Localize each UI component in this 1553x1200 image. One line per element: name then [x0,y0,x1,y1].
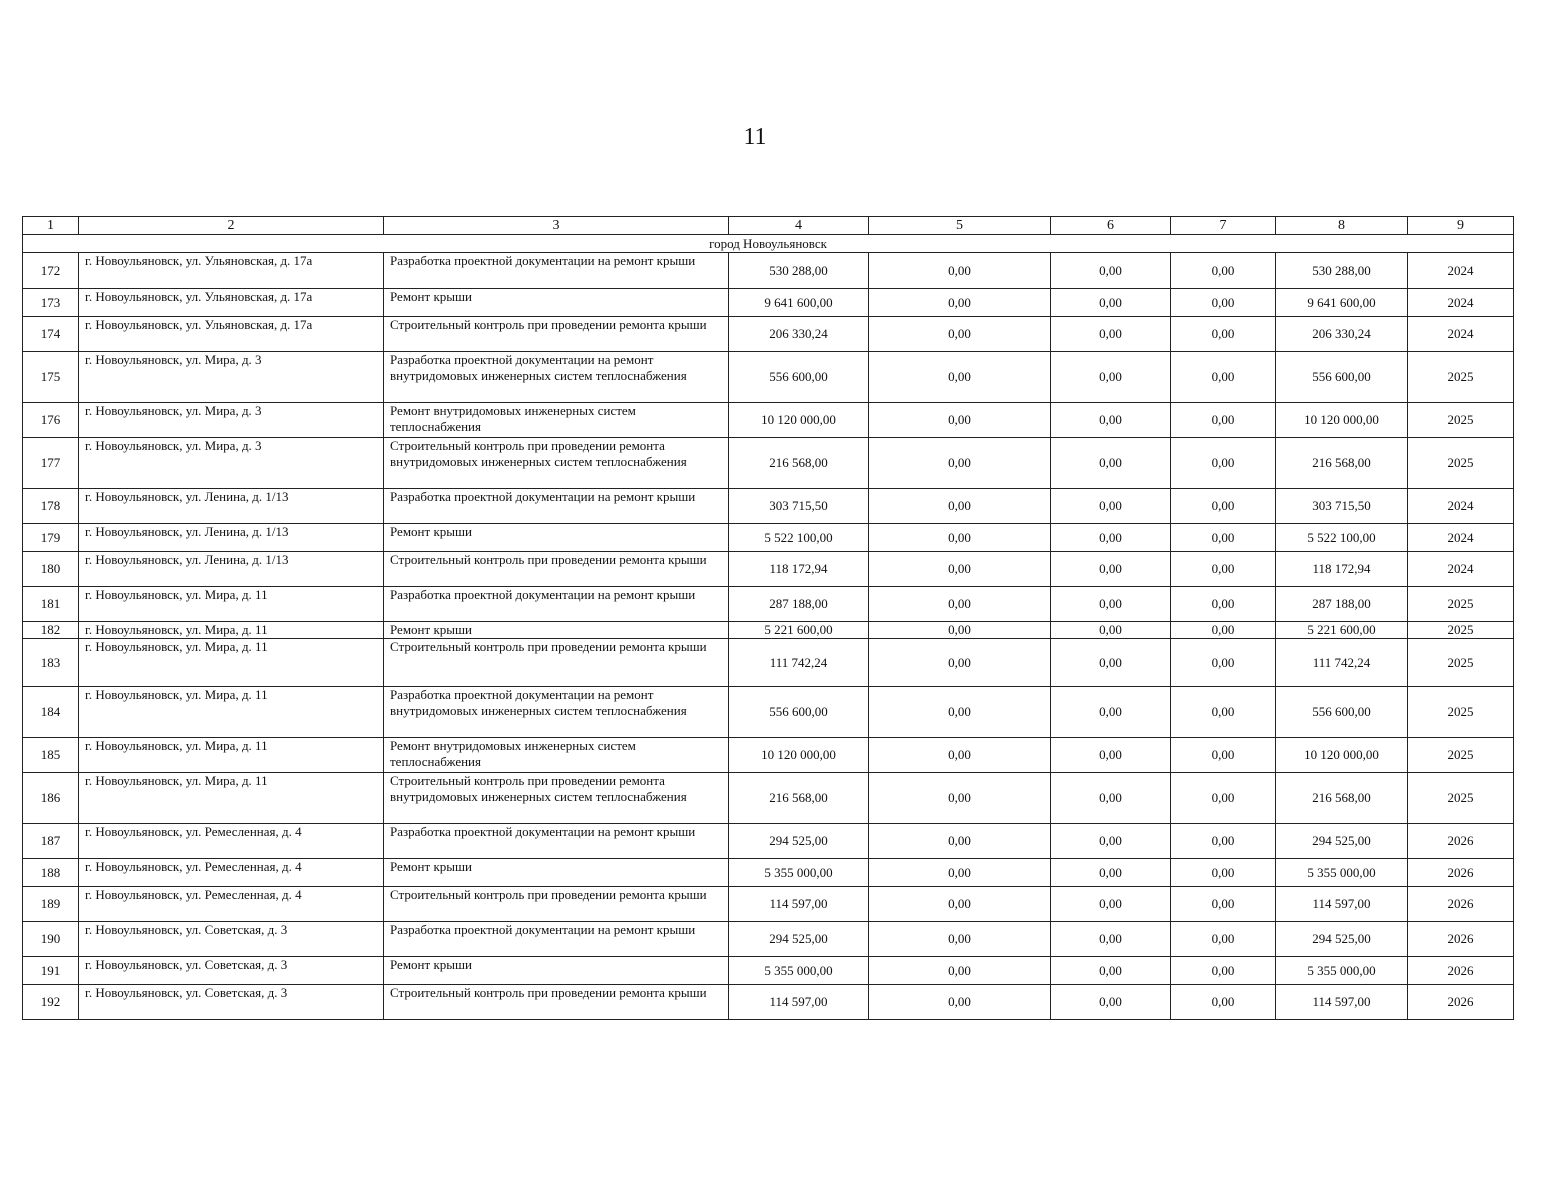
work-type-cell: Строительный контроль при проведении ремонта крыши [384,552,729,587]
row-number: 174 [23,317,79,352]
work-type-cell: Ремонт крыши [384,622,729,639]
table-row [23,622,1514,639]
cost-col4-cell: 114 597,00 [729,985,869,1020]
table-row [23,403,1514,438]
column-header: 4 [729,217,869,235]
address-cell: г. Новоульяновск, ул. Мира, д. 11 [79,773,384,824]
row-number: 184 [23,687,79,738]
cost-col7-cell: 0,00 [1171,957,1276,985]
cost-col7-cell: 0,00 [1171,887,1276,922]
cost-col6-cell: 0,00 [1051,639,1171,687]
cost-col5-cell: 0,00 [869,622,1051,639]
table-row [23,859,1514,887]
row-number: 180 [23,552,79,587]
address-cell: г. Новоульяновск, ул. Мира, д. 3 [79,438,384,489]
year-cell: 2024 [1408,489,1514,524]
work-type-cell: Строительный контроль при проведении ремонта внутридомовых инженерных систем теплоснабжения [384,773,729,824]
cost-col6-cell: 0,00 [1051,587,1171,622]
table-row [23,687,1514,738]
cost-col5-cell: 0,00 [869,957,1051,985]
column-header: 1 [23,217,79,235]
cost-col4-cell: 206 330,24 [729,317,869,352]
column-header: 5 [869,217,1051,235]
cost-col4-cell: 118 172,94 [729,552,869,587]
cost-col8-cell: 5 221 600,00 [1276,622,1408,639]
cost-col8-cell: 303 715,50 [1276,489,1408,524]
row-number: 186 [23,773,79,824]
cost-col5-cell: 0,00 [869,738,1051,773]
cost-col4-cell: 556 600,00 [729,352,869,403]
cost-col4-cell: 287 188,00 [729,587,869,622]
cost-col8-cell: 9 641 600,00 [1276,289,1408,317]
address-cell: г. Новоульяновск, ул. Мира, д. 11 [79,622,384,639]
work-type-cell: Строительный контроль при проведении ремонта крыши [384,887,729,922]
cost-col8-cell: 118 172,94 [1276,552,1408,587]
cost-col6-cell: 0,00 [1051,489,1171,524]
cost-col6-cell: 0,00 [1051,524,1171,552]
address-cell: г. Новоульяновск, ул. Ремесленная, д. 4 [79,824,384,859]
cost-col7-cell: 0,00 [1171,403,1276,438]
cost-col7-cell: 0,00 [1171,922,1276,957]
cost-col5-cell: 0,00 [869,922,1051,957]
cost-col8-cell: 556 600,00 [1276,687,1408,738]
cost-col5-cell: 0,00 [869,352,1051,403]
group-title: город Новоульяновск [23,235,1514,253]
cost-col6-cell: 0,00 [1051,773,1171,824]
address-cell: г. Новоульяновск, ул. Ремесленная, д. 4 [79,887,384,922]
table-row [23,922,1514,957]
year-cell: 2025 [1408,622,1514,639]
cost-col5-cell: 0,00 [869,403,1051,438]
cost-col5-cell: 0,00 [869,253,1051,289]
address-cell: г. Новоульяновск, ул. Ленина, д. 1/13 [79,489,384,524]
cost-col5-cell: 0,00 [869,639,1051,687]
table-row [23,957,1514,985]
cost-col7-cell: 0,00 [1171,317,1276,352]
cost-col6-cell: 0,00 [1051,687,1171,738]
row-number: 176 [23,403,79,438]
year-cell: 2025 [1408,438,1514,489]
cost-col4-cell: 303 715,50 [729,489,869,524]
year-cell: 2024 [1408,524,1514,552]
table-row [23,639,1514,687]
cost-col5-cell: 0,00 [869,824,1051,859]
cost-col5-cell: 0,00 [869,317,1051,352]
column-header: 7 [1171,217,1276,235]
row-number: 190 [23,922,79,957]
cost-col8-cell: 114 597,00 [1276,985,1408,1020]
year-cell: 2024 [1408,552,1514,587]
cost-col5-cell: 0,00 [869,552,1051,587]
cost-col4-cell: 294 525,00 [729,922,869,957]
cost-col8-cell: 294 525,00 [1276,824,1408,859]
cost-col8-cell: 5 355 000,00 [1276,859,1408,887]
cost-col5-cell: 0,00 [869,438,1051,489]
row-number: 182 [23,622,79,639]
year-cell: 2025 [1408,403,1514,438]
work-type-cell: Разработка проектной документации на ремонт внутридомовых инженерных систем теплоснабжения [384,687,729,738]
column-header: 6 [1051,217,1171,235]
page-number: 11 [743,124,767,150]
cost-col8-cell: 294 525,00 [1276,922,1408,957]
cost-col8-cell: 287 188,00 [1276,587,1408,622]
year-cell: 2025 [1408,687,1514,738]
year-cell: 2025 [1408,587,1514,622]
address-cell: г. Новоульяновск, ул. Советская, д. 3 [79,922,384,957]
cost-col4-cell: 5 355 000,00 [729,957,869,985]
cost-col6-cell: 0,00 [1051,985,1171,1020]
work-type-cell: Разработка проектной документации на ремонт крыши [384,922,729,957]
table-row [23,738,1514,773]
cost-col5-cell: 0,00 [869,687,1051,738]
cost-col6-cell: 0,00 [1051,289,1171,317]
cost-col4-cell: 5 522 100,00 [729,524,869,552]
row-number: 172 [23,253,79,289]
table-row [23,438,1514,489]
work-type-cell: Ремонт крыши [384,289,729,317]
year-cell: 2026 [1408,824,1514,859]
address-cell: г. Новоульяновск, ул. Ленина, д. 1/13 [79,552,384,587]
cost-col7-cell: 0,00 [1171,738,1276,773]
work-type-cell: Строительный контроль при проведении ремонта крыши [384,317,729,352]
address-cell: г. Новоульяновск, ул. Мира, д. 11 [79,639,384,687]
address-cell: г. Новоульяновск, ул. Мира, д. 11 [79,687,384,738]
cost-col8-cell: 5 355 000,00 [1276,957,1408,985]
work-type-cell: Ремонт крыши [384,524,729,552]
cost-col7-cell: 0,00 [1171,552,1276,587]
address-cell: г. Новоульяновск, ул. Советская, д. 3 [79,985,384,1020]
cost-col7-cell: 0,00 [1171,253,1276,289]
cost-col7-cell: 0,00 [1171,859,1276,887]
cost-col7-cell: 0,00 [1171,687,1276,738]
cost-col6-cell: 0,00 [1051,922,1171,957]
work-type-cell: Разработка проектной документации на ремонт крыши [384,824,729,859]
address-cell: г. Новоульяновск, ул. Ленина, д. 1/13 [79,524,384,552]
table-row [23,824,1514,859]
cost-col8-cell: 556 600,00 [1276,352,1408,403]
cost-col6-cell: 0,00 [1051,887,1171,922]
row-number: 178 [23,489,79,524]
cost-col6-cell: 0,00 [1051,824,1171,859]
table-row [23,985,1514,1020]
row-number: 187 [23,824,79,859]
row-number: 191 [23,957,79,985]
cost-col7-cell: 0,00 [1171,587,1276,622]
row-number: 188 [23,859,79,887]
row-number: 173 [23,289,79,317]
cost-col4-cell: 9 641 600,00 [729,289,869,317]
cost-col6-cell: 0,00 [1051,403,1171,438]
cost-col8-cell: 5 522 100,00 [1276,524,1408,552]
year-cell: 2026 [1408,985,1514,1020]
cost-col5-cell: 0,00 [869,859,1051,887]
address-cell: г. Новоульяновск, ул. Советская, д. 3 [79,957,384,985]
cost-col5-cell: 0,00 [869,489,1051,524]
row-number: 183 [23,639,79,687]
year-cell: 2024 [1408,289,1514,317]
column-number-row [23,217,1514,235]
cost-col6-cell: 0,00 [1051,957,1171,985]
cost-col6-cell: 0,00 [1051,253,1171,289]
cost-col8-cell: 216 568,00 [1276,438,1408,489]
address-cell: г. Новоульяновск, ул. Ремесленная, д. 4 [79,859,384,887]
cost-col4-cell: 10 120 000,00 [729,403,869,438]
table-row [23,587,1514,622]
cost-col6-cell: 0,00 [1051,859,1171,887]
work-type-cell: Ремонт крыши [384,957,729,985]
work-type-cell: Разработка проектной документации на ремонт внутридомовых инженерных систем теплоснабжения [384,352,729,403]
column-header: 2 [79,217,384,235]
cost-col7-cell: 0,00 [1171,639,1276,687]
year-cell: 2025 [1408,639,1514,687]
cost-col5-cell: 0,00 [869,587,1051,622]
cost-col5-cell: 0,00 [869,524,1051,552]
work-type-cell: Строительный контроль при проведении ремонта крыши [384,985,729,1020]
cost-col6-cell: 0,00 [1051,352,1171,403]
row-number: 192 [23,985,79,1020]
table-row [23,887,1514,922]
column-header: 9 [1408,217,1514,235]
cost-col4-cell: 111 742,24 [729,639,869,687]
work-type-cell: Ремонт внутридомовых инженерных систем теплоснабжения [384,403,729,438]
cost-col6-cell: 0,00 [1051,738,1171,773]
row-number: 181 [23,587,79,622]
address-cell: г. Новоульяновск, ул. Мира, д. 3 [79,403,384,438]
work-type-cell: Разработка проектной документации на ремонт крыши [384,253,729,289]
work-type-cell: Ремонт внутридомовых инженерных систем теплоснабжения [384,738,729,773]
row-number: 179 [23,524,79,552]
address-cell: г. Новоульяновск, ул. Ульяновская, д. 17а [79,317,384,352]
cost-col7-cell: 0,00 [1171,824,1276,859]
cost-col7-cell: 0,00 [1171,773,1276,824]
works-table [22,216,1514,1020]
table-row [23,524,1514,552]
work-type-cell: Строительный контроль при проведении ремонта внутридомовых инженерных систем теплоснабжения [384,438,729,489]
cost-col4-cell: 5 221 600,00 [729,622,869,639]
column-header: 3 [384,217,729,235]
address-cell: г. Новоульяновск, ул. Ульяновская, д. 17а [79,289,384,317]
year-cell: 2024 [1408,317,1514,352]
address-cell: г. Новоульяновск, ул. Мира, д. 3 [79,352,384,403]
cost-col6-cell: 0,00 [1051,552,1171,587]
row-number: 189 [23,887,79,922]
table-row [23,489,1514,524]
address-cell: г. Новоульяновск, ул. Ульяновская, д. 17а [79,253,384,289]
cost-col7-cell: 0,00 [1171,985,1276,1020]
cost-col4-cell: 10 120 000,00 [729,738,869,773]
row-number: 175 [23,352,79,403]
cost-col4-cell: 294 525,00 [729,824,869,859]
work-type-cell: Разработка проектной документации на ремонт крыши [384,587,729,622]
cost-col4-cell: 530 288,00 [729,253,869,289]
cost-col7-cell: 0,00 [1171,352,1276,403]
cost-col5-cell: 0,00 [869,887,1051,922]
address-cell: г. Новоульяновск, ул. Мира, д. 11 [79,738,384,773]
year-cell: 2026 [1408,859,1514,887]
cost-col8-cell: 10 120 000,00 [1276,738,1408,773]
cost-col8-cell: 111 742,24 [1276,639,1408,687]
cost-col4-cell: 216 568,00 [729,438,869,489]
table-row [23,317,1514,352]
cost-col8-cell: 206 330,24 [1276,317,1408,352]
cost-col6-cell: 0,00 [1051,622,1171,639]
year-cell: 2026 [1408,922,1514,957]
work-type-cell: Ремонт крыши [384,859,729,887]
cost-col7-cell: 0,00 [1171,622,1276,639]
row-number: 185 [23,738,79,773]
cost-col5-cell: 0,00 [869,773,1051,824]
cost-col5-cell: 0,00 [869,985,1051,1020]
cost-col4-cell: 5 355 000,00 [729,859,869,887]
table-row [23,352,1514,403]
cost-col7-cell: 0,00 [1171,289,1276,317]
work-type-cell: Разработка проектной документации на ремонт крыши [384,489,729,524]
cost-col4-cell: 114 597,00 [729,887,869,922]
table-row [23,289,1514,317]
year-cell: 2025 [1408,352,1514,403]
cost-col7-cell: 0,00 [1171,524,1276,552]
year-cell: 2026 [1408,887,1514,922]
group-row [23,235,1514,253]
cost-col4-cell: 556 600,00 [729,687,869,738]
cost-col6-cell: 0,00 [1051,317,1171,352]
table-row [23,253,1514,289]
cost-col6-cell: 0,00 [1051,438,1171,489]
row-number: 177 [23,438,79,489]
cost-col8-cell: 530 288,00 [1276,253,1408,289]
year-cell: 2024 [1408,253,1514,289]
cost-col8-cell: 10 120 000,00 [1276,403,1408,438]
cost-col7-cell: 0,00 [1171,489,1276,524]
cost-col7-cell: 0,00 [1171,438,1276,489]
year-cell: 2025 [1408,773,1514,824]
cost-col8-cell: 216 568,00 [1276,773,1408,824]
year-cell: 2026 [1408,957,1514,985]
table-row [23,552,1514,587]
cost-col5-cell: 0,00 [869,289,1051,317]
column-header: 8 [1276,217,1408,235]
address-cell: г. Новоульяновск, ул. Мира, д. 11 [79,587,384,622]
cost-col8-cell: 114 597,00 [1276,887,1408,922]
work-type-cell: Строительный контроль при проведении ремонта крыши [384,639,729,687]
table-row [23,773,1514,824]
cost-col4-cell: 216 568,00 [729,773,869,824]
year-cell: 2025 [1408,738,1514,773]
